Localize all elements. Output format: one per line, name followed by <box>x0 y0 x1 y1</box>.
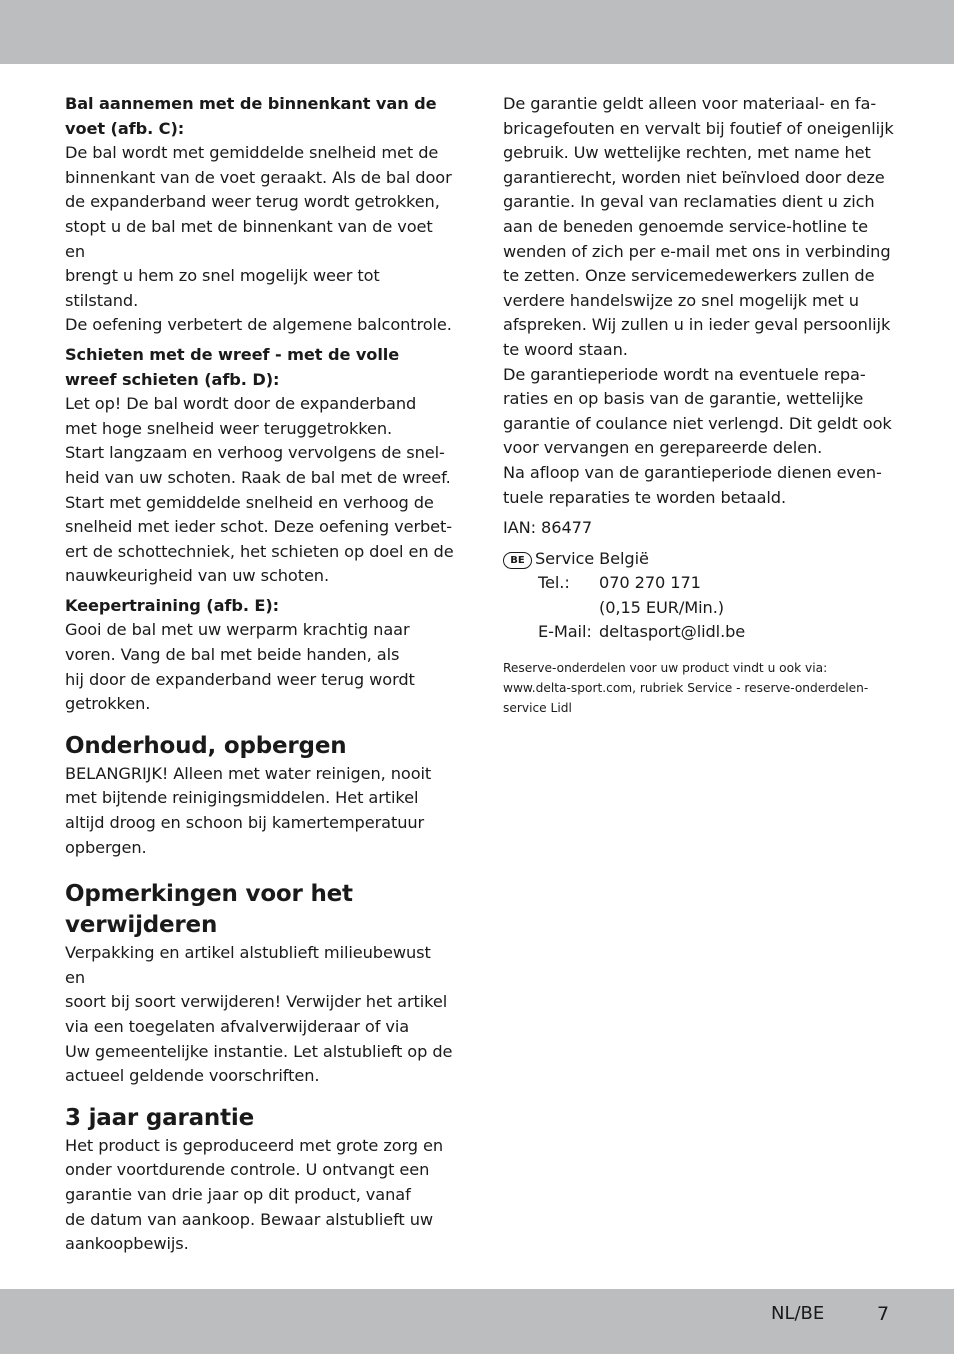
body-line: raties en op basis van de garantie, wettelijke <box>503 389 864 409</box>
body-line: gebruik. Uw wettelijke rechten, met name het <box>503 143 871 163</box>
body-line: nauwkeurigheid van uw schoten. <box>65 566 330 586</box>
body-line: afspreken. Wij zullen u in ieder geval persoonlijk <box>503 315 891 335</box>
tel-rate-row <box>503 596 895 621</box>
heading-onderhoud: Onderhoud, opbergen <box>65 732 347 759</box>
body-line: Na afloop van de garantieperiode dienen even- <box>503 462 882 482</box>
service-contact <box>503 547 895 645</box>
section-d-body <box>65 392 455 589</box>
email-value[interactable]: deltasport@lidl.be <box>599 622 746 642</box>
heading-line: verwijderen <box>65 912 218 939</box>
tel-rate: (0,15 EUR/Min.) <box>599 597 724 617</box>
section-e-title: Keepertraining (afb. E): <box>65 595 280 615</box>
section-d-title: Schieten met de wreef - met de volle wreef schieten (afb. D): <box>65 344 400 389</box>
body-line: Het product is geproduceerd met grote zorg en <box>65 1135 444 1155</box>
country-badge-icon: BE <box>503 552 532 569</box>
body-line: aan de beneden genoemde service-hotline te <box>503 216 869 236</box>
top-band <box>0 0 954 64</box>
body-line: voor vervangen en gerepareerde delen. <box>503 438 823 458</box>
body-line: Uw gemeentelijke instantie. Let alstublieft op de <box>65 1041 453 1061</box>
body-line: De oefening verbetert de algemene balcontrole. <box>65 315 452 335</box>
body-line: stopt u de bal met de binnenkant van de voet en <box>65 216 433 261</box>
section-c-body <box>65 141 455 338</box>
left-column <box>65 92 455 1257</box>
body-line: Gooi de bal met uw werparm krachtig naar <box>65 620 410 640</box>
body-line: voren. Vang de bal met beide handen, als <box>65 645 400 665</box>
body-line: hij door de expanderband weer terug wordt <box>65 669 415 689</box>
note-line: Reserve-onderdelen voor uw product vindt u ook via: <box>503 661 828 676</box>
body-line: soort bij soort verwijderen! Verwijder het artikel <box>65 992 448 1012</box>
body-line: te zetten. Onze servicemedewerkers zullen de <box>503 266 875 286</box>
body-line: getrokken. <box>65 694 151 714</box>
body-line: de datum van aankoop. Bewaar alstublieft uw <box>65 1209 434 1229</box>
body-line: de expanderband weer terug wordt getrokken, <box>65 192 440 212</box>
heading-line: Opmerkingen voor het <box>65 881 353 908</box>
heading-garantie: 3 jaar garantie <box>65 1104 254 1131</box>
body-line: verdere handelswijze zo snel mogelijk met u <box>503 290 859 310</box>
body-line: aankoopbewijs. <box>65 1234 189 1254</box>
body-line: De garantieperiode wordt na eventuele repa- <box>503 364 866 384</box>
warranty-period <box>503 363 895 461</box>
onderhoud-body <box>65 762 455 860</box>
body-line: via een toegelaten afvalverwijderaar of via <box>65 1017 410 1036</box>
body-line: garantierecht, worden niet beïnvloed door deze <box>503 167 885 187</box>
tel-label: Tel.: <box>538 573 570 593</box>
footer-language: NL/BE <box>771 1303 825 1324</box>
body-line: garantie of coulance niet verlengd. Dit geldt ook <box>503 413 892 433</box>
body-line: garantie van drie jaar op dit product, vanaf <box>65 1184 411 1204</box>
body-line: te woord staan. <box>503 339 628 359</box>
warranty-expiry <box>503 461 895 510</box>
email-row <box>503 620 895 645</box>
body-line: opbergen. <box>65 837 147 857</box>
body-line: met hoge snelheid weer teruggetrokken. <box>65 418 393 438</box>
verwijderen-body <box>65 941 455 1089</box>
section-e-body <box>65 618 455 716</box>
tel-row <box>503 571 895 596</box>
body-line: BELANGRIJK! Alleen met water reinigen, nooit <box>65 763 432 783</box>
body-line: actueel geldende voorschriften. <box>65 1066 320 1086</box>
body-line: Verpakking en artikel alstublieft milieubewust en <box>65 943 431 987</box>
body-line: onder voortdurende controle. U ontvangt een <box>65 1160 430 1180</box>
body-line: binnenkant van de voet geraakt. Als de bal door <box>65 167 452 187</box>
note-line: service Lidl <box>503 701 572 716</box>
heading-verwijderen <box>65 879 455 941</box>
body-line: snelheid met ieder schot. Deze oefening verbet- <box>65 517 453 537</box>
body-line: Let op! De bal wordt door de expanderband <box>65 394 417 414</box>
page-number: 7 <box>877 1303 890 1325</box>
body-line: garantie. In geval van reclamaties dient u zich <box>503 192 875 212</box>
body-line: Start met gemiddelde snelheid en verhoog de <box>65 492 434 512</box>
body-line: ert de schottechniek, het schieten op doel en de <box>65 541 454 561</box>
body-line: altijd droog en schoon bij kamertemperatuur <box>65 813 425 833</box>
warranty-conditions <box>503 92 895 363</box>
body-line: bricagefouten en vervalt bij foutief of oneigenlijk <box>503 118 894 138</box>
spare-parts-note <box>503 658 895 718</box>
right-column <box>503 92 895 718</box>
body-line: Start langzaam en verhoog vervolgens de snel- <box>65 443 445 463</box>
body-line: met bijtende reinigingsmiddelen. Het artikel <box>65 788 419 808</box>
body-line: De bal wordt met gemiddelde snelheid met de <box>65 143 439 163</box>
tel-number: 070 270 171 <box>599 573 701 593</box>
body-line: wenden of zich per e-mail met ons in verbinding <box>503 241 891 261</box>
service-title: Service België <box>535 548 649 568</box>
ian-number: IAN: 86477 <box>503 518 593 538</box>
body-line: heid van uw schoten. Raak de bal met de wreef. <box>65 467 451 487</box>
service-title-row <box>503 547 895 572</box>
garantie-body <box>65 1134 455 1257</box>
section-c-title: Bal aannemen met de binnenkant van de voet (afb. C): <box>65 94 437 138</box>
body-line: tuele reparaties te worden betaald. <box>503 487 787 507</box>
body-line: brengt u hem zo snel mogelijk weer tot stilstand. <box>65 266 380 310</box>
body-line: De garantie geldt alleen voor materiaal- en fa- <box>503 94 877 113</box>
email-label: E-Mail: <box>538 622 592 642</box>
note-line[interactable]: www.delta-sport.com, rubriek Service - reserve-onderdelen- <box>503 681 869 696</box>
